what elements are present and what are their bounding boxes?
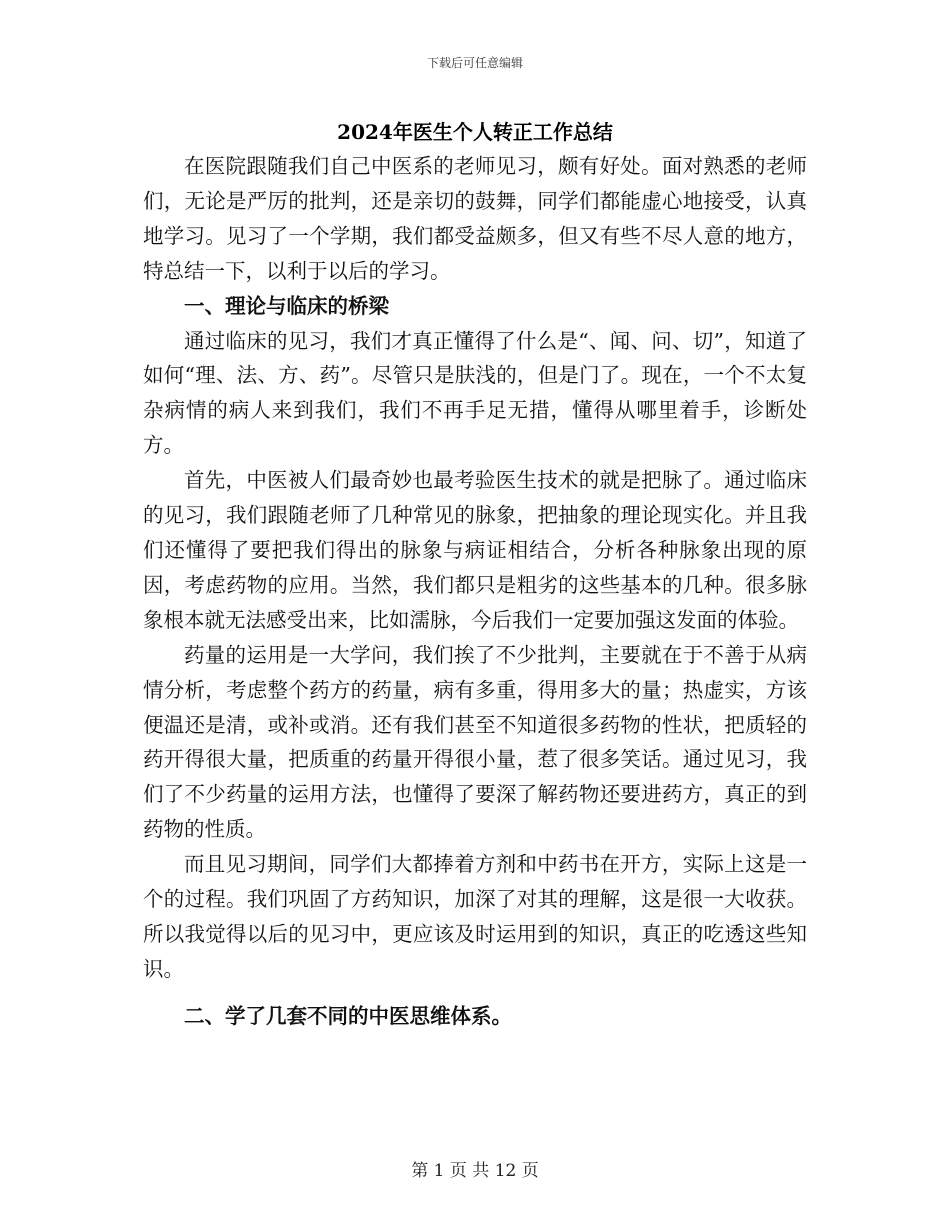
intro-paragraph: 在医院跟随我们自己中医系的老师见习，颇有好处。面对熟悉的老师们，无论是严厉的批判，还是亲切的鼓舞，同学们都能虚心地接受，认真地学习。见习了一个学期，我们都受益颇多，但又有些不尽人意的地方，特总结一下，以利于以后的学习。 — [143, 154, 807, 283]
document-body — [143, 149, 807, 1034]
body-paragraph: 首先，中医被人们最奇妙也最考验医生技术的就是把脉了。通过临床的见习，我们跟随老师了几种常见的脉象，把抽象的理论现实化。并且我们还懂得了要把我们得出的脉象与病证相结合，分析各种脉象出现的原因，考虑药物的应用。当然，我们都只是粗劣的这些基本的几种。很多脉象根本就无法感受出来，比如濡脉，今后我们一定要加强这发面的体验。 — [143, 468, 807, 632]
body-paragraph: 药量的运用是一大学问，我们挨了不少批判，主要就在于不善于从病情分析，考虑整个药方的药量，病有多重，得用多大的量；热虚实，方该便温还是清，或补或消。还有我们甚至不知道很多药物的性状，把质轻的药开得很大量，把质重的药量开得很小量，惹了很多笑话。通过见习，我们了不少药量的运用方法，也懂得了要深了解药物还要进药方，真正的到药物的性质。 — [143, 642, 807, 842]
section-heading-1: 一、理论与临床的桥梁 — [184, 293, 389, 318]
body-paragraph: 而且见习期间，同学们大都捧着方剂和中药书在开方，实际上这是一个的过程。我们巩固了方药知识，加深了对其的理解，这是很一大收获。所以我觉得以后的见习中，更应该及时运用到的知识，真正的吃透这些知识。 — [143, 852, 807, 981]
body-paragraph: 通过临床的见习，我们才真正懂得了什么是“、闻、问、切”，知道了如何“理、法、方、药”。尽管只是肤浅的，但是门了。现在，一个不太复杂病情的病人来到我们，我们不再手足无措，懂得从哪里着手，诊断处方。 — [143, 328, 807, 458]
header-note: 下载后可任意编辑 — [426, 56, 523, 70]
page-number: 第 1 页 共 12 页 — [411, 1161, 539, 1181]
document-title: 2024年医生个人转正工作总结 — [337, 120, 613, 144]
section-heading-2: 二、学了几套不同的中医思维体系。 — [184, 1003, 512, 1028]
